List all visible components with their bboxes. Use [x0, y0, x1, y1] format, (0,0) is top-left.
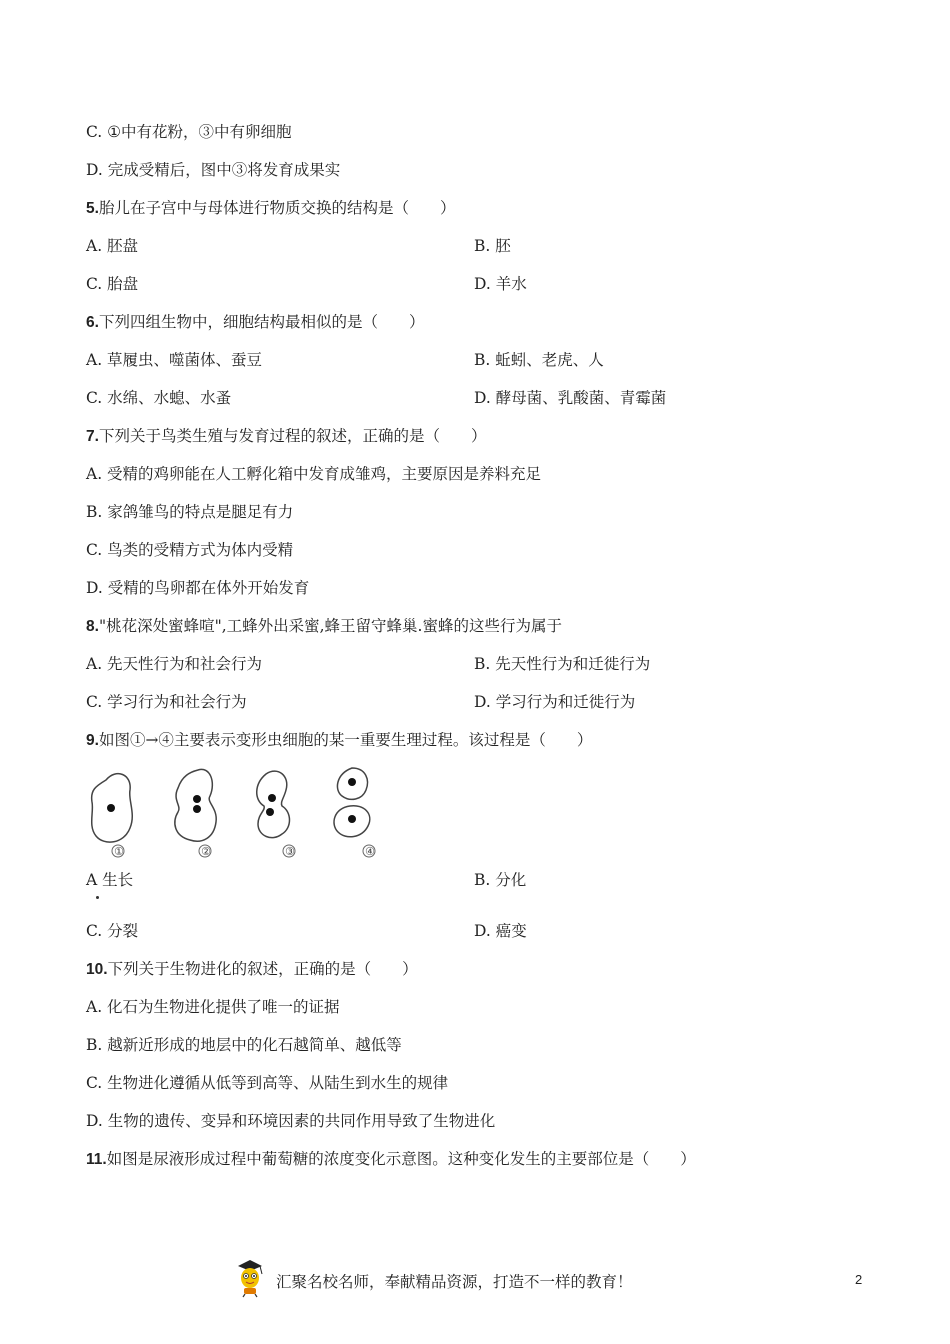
- option-c-q10: C. 生物进化遵循从低等到高等、从陆生到水生的规律: [86, 1074, 449, 1092]
- option-d-q5: D. 羊水: [474, 275, 527, 293]
- option-d-q6: D. 酵母菌、乳酸菌、青霉菌: [474, 389, 667, 407]
- option-c-q5: C. 胎盘: [86, 275, 139, 293]
- page-number: 2: [855, 1272, 863, 1287]
- option-a-q8: A. 先天性行为和社会行为: [86, 655, 263, 673]
- amoeba-cell-4: [334, 768, 370, 837]
- question-text: 下列四组生物中，细胞结构最相似的是（ ）: [98, 313, 425, 331]
- question-number: 10.: [86, 961, 108, 978]
- option-c-q6: C. 水绵、水螅、水蚤: [86, 389, 232, 407]
- amoeba-cell-1: [92, 774, 133, 842]
- stray-dot: [96, 896, 99, 899]
- option-d-q7: D. 受精的鸟卵都在体外开始发育: [86, 579, 310, 597]
- amoeba-division-figure: [86, 762, 386, 862]
- footer-slogan: 汇聚名校名师，奉献精品资源，打造不一样的教育！: [276, 1273, 633, 1291]
- figure-label-3: ③: [285, 845, 295, 858]
- option-a-q9: A 生长: [86, 871, 134, 889]
- figure-label-4: ④: [365, 845, 375, 858]
- option-b-q9: B. 分化: [474, 871, 527, 889]
- question-text: 胎儿在子宫中与母体进行物质交换的结构是（ ）: [98, 199, 456, 217]
- option-a-q5: A. 胚盘: [86, 237, 139, 255]
- figure-label-1: ①: [114, 845, 124, 858]
- option-d-q9: D. 癌变: [474, 922, 527, 940]
- question-6: [86, 312, 424, 333]
- question-number: 8.: [86, 618, 99, 635]
- option-a-q7: A. 受精的鸡卵能在人工孵化箱中发育成雏鸡，主要原因是养料充足: [86, 465, 542, 483]
- question-text: 如图是尿液形成过程中葡萄糖的浓度变化示意图。这种变化发生的主要部位是（ ）: [106, 1150, 696, 1168]
- question-11: [86, 1149, 696, 1170]
- option-c-q7: C. 鸟类的受精方式为体内受精: [86, 541, 294, 559]
- question-5: [86, 198, 455, 219]
- question-10: [86, 959, 418, 980]
- amoeba-cell-3: [257, 771, 290, 837]
- option-b-q10: B. 越新近形成的地层中的化石越简单、越低等: [86, 1036, 402, 1054]
- option-c-q4: C. ①中有花粉，③中有卵细胞: [86, 123, 292, 141]
- question-9: [86, 730, 592, 751]
- option-c-q8: C. 学习行为和社会行为: [86, 693, 247, 711]
- question-text: 下列关于鸟类生殖与发育过程的叙述，正确的是（ ）: [98, 427, 487, 445]
- figure-label-2: ②: [201, 845, 211, 858]
- question-text: "桃花深处蜜蜂喧",工蜂外出采蜜,蜂王留守蜂巢.蜜蜂的这些行为属于: [98, 617, 562, 635]
- option-d-q10: D. 生物的遗传、变异和环境因素的共同作用导致了生物进化: [86, 1112, 496, 1130]
- question-number: 7.: [86, 428, 99, 445]
- option-d-q4: D. 完成受精后，图中③将发育成果实: [86, 161, 341, 179]
- option-b-q8: B. 先天性行为和迁徙行为: [474, 655, 651, 673]
- question-text: 下列关于生物进化的叙述，正确的是（ ）: [107, 960, 418, 978]
- question-number: 11.: [86, 1151, 107, 1168]
- mascot-icon: [232, 1258, 268, 1298]
- question-text: 如图①→④主要表示变形虫细胞的某一重要生理过程。该过程是（ ）: [98, 731, 593, 749]
- question-number: 9.: [86, 732, 99, 749]
- question-number: 5.: [86, 200, 99, 217]
- option-a-q10: A. 化石为生物进化提供了唯一的证据: [86, 998, 340, 1016]
- question-number: 6.: [86, 314, 99, 331]
- amoeba-cell-2: [175, 769, 216, 841]
- option-b-q5: B. 胚: [474, 237, 511, 255]
- option-d-q8: D. 学习行为和迁徙行为: [474, 693, 636, 711]
- question-8: [86, 616, 562, 637]
- option-a-q6: A. 草履虫、噬菌体、蚕豆: [86, 351, 263, 369]
- option-b-q7: B. 家鸽雏鸟的特点是腿足有力: [86, 503, 294, 521]
- option-c-q9: C. 分裂: [86, 922, 139, 940]
- question-7: [86, 426, 486, 447]
- option-b-q6: B. 蚯蚓、老虎、人: [474, 351, 604, 369]
